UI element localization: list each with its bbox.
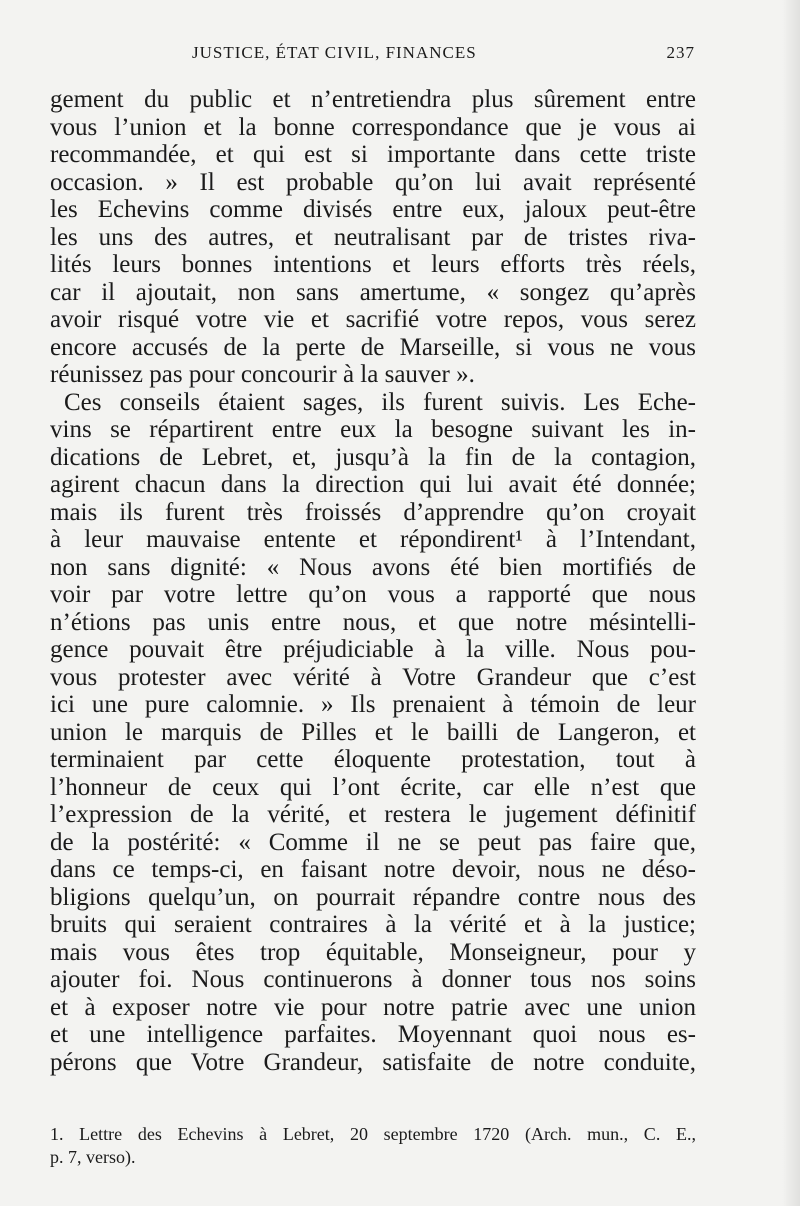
text-line: vins se répartirent entre eux la besogne suivant les in- [50,416,696,443]
text-line: agirent chacun dans la direction qui lui avait été donnée; [50,471,696,498]
text-line: gence pouvait être préjudiciable à la ville. Nous pou- [50,636,696,663]
text-line: les Echevins comme divisés entre eux, jaloux peut-être [50,196,696,223]
running-head: JUSTICE, ÉTAT CIVIL, FINANCES [192,43,477,62]
text-line: car il ajoutait, non sans amertume, « songez qu’après [50,278,696,306]
text-line: n’étions pas unis entre nous, et que notre mésintelli- [50,608,696,636]
page-header [50,43,695,71]
body-text [50,86,696,1076]
text-line: encore accusés de la perte de Marseille, si vous ne vous [50,333,696,361]
paragraph-end-line: réunissez pas pour concourir à la sauver ». [50,361,475,388]
text-line: bligions quelqu’un, on pourrait répandre contre nous des [50,883,696,911]
text-line: vous l’union et la bonne correspondance que je vous ai [50,113,696,141]
text-line: à leur mauvaise entente et répondirent¹ à l’Intendant, [50,526,696,553]
text-line: avoir risqué votre vie et sacrifié votre repos, vous serez [50,306,696,333]
text-line: ici une pure calomnie. » Ils prenaient à témoin de leur [50,691,696,718]
text-line: et à exposer notre vie pour notre patrie avec une union [50,993,696,1021]
text-line: non sans dignité: « Nous avons été bien mortifiés de [50,553,696,581]
text-line: terminaient par cette éloquente protestation, tout à [50,746,696,773]
footnote-line: 1. Lettre des Echevins à Lebret, 20 septembre 1720 (Arch. mun., C. E., [50,1124,696,1144]
text-line: voir par votre lettre qu’on vous a rapporté que nous [50,581,696,608]
text-line: gement du public et n’entretiendra plus sûrement entre [50,86,696,113]
text-line: vous protester avec vérité à Votre Grandeur que c’est [50,663,696,691]
page-edge-shadow [782,0,800,1206]
text-line: lités leurs bonnes intentions et leurs efforts très réels, [50,251,696,278]
text-line: pérons que Votre Grandeur, satisfaite de notre conduite, [50,1048,696,1076]
text-line: l’honneur de ceux qui l’ont écrite, car elle n’est que [50,773,696,801]
paragraph-start-line: Ces conseils étaient sages, ils furent suivis. Les Eche- [64,388,696,416]
text-line: l’expression de la vérité, et restera le jugement définitif [50,801,696,828]
text-line: les uns des autres, et neutralisant par de tristes riva- [50,223,696,251]
footnote [50,1123,696,1169]
text-line: bruits qui seraient contraires à la vérité et à la justice; [50,911,696,938]
footnote-line: p. 7, verso). [50,1147,136,1167]
text-line: union le marquis de Pilles et le bailli de Langeron, et [50,718,696,746]
page-number: 237 [666,43,695,62]
text-line: occasion. » Il est probable qu’on lui avait représenté [50,168,696,196]
text-line: ajouter foi. Nous continuerons à donner tous nos soins [50,966,696,993]
text-line: mais vous êtes trop équitable, Monseigneur, pour y [50,938,696,966]
text-line: mais ils furent très froissés d’apprendre qu’on croyait [50,498,696,526]
text-line: et une intelligence parfaites. Moyennant quoi nous es- [50,1021,696,1048]
text-line: recommandée, et qui est si importante dans cette triste [50,141,696,168]
text-line: dans ce temps-ci, en faisant notre devoir, nous ne déso- [50,856,696,883]
text-line: dications de Lebret, et, jusqu’à la fin de la contagion, [50,443,696,471]
text-line: de la postérité: « Comme il ne se peut pas faire que, [50,828,696,856]
